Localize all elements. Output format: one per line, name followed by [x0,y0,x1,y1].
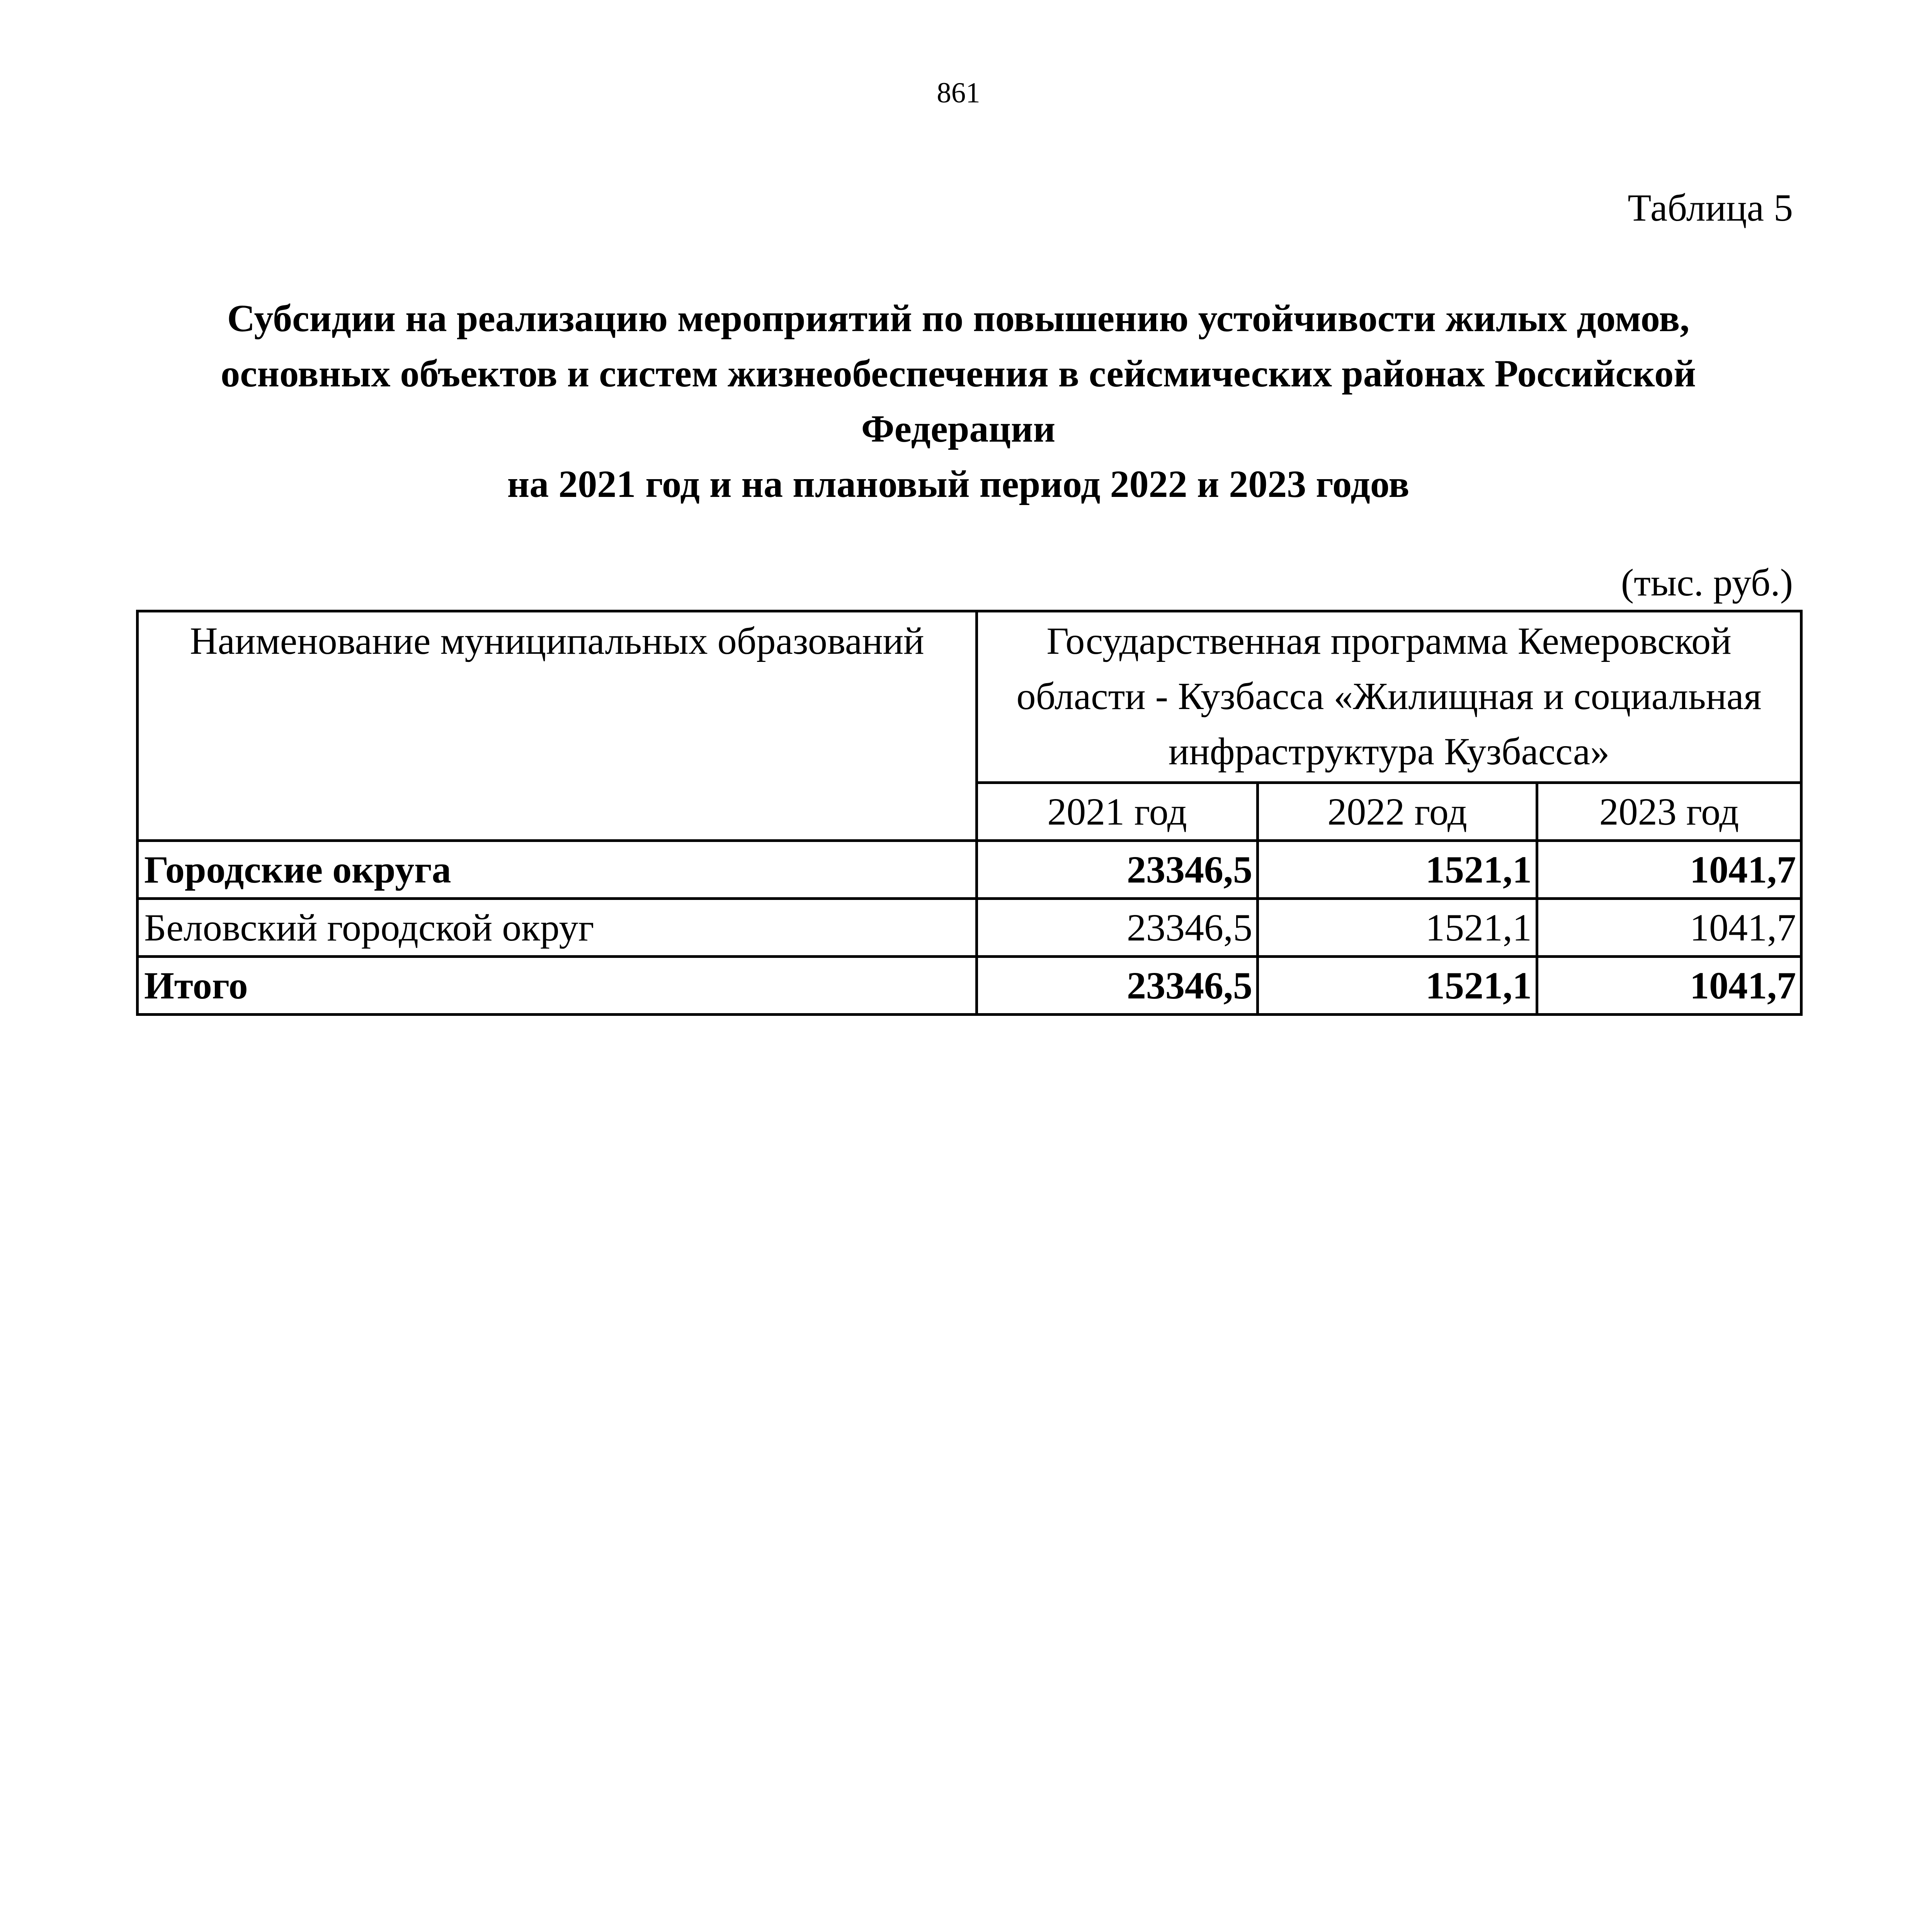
cell-2021: 23346,5 [977,841,1258,899]
table-header-row [138,611,1801,783]
row-name: Городские округа [138,841,977,899]
cell-2023: 1041,7 [1537,899,1801,957]
cell-2021: 23346,5 [977,957,1258,1015]
column-header-year: 2023 год [1537,783,1801,841]
page-number: 861 [937,77,980,109]
title-line: на 2021 год и на плановый период 2022 и 2023 годов [507,463,1410,505]
table-label: Таблица 5 [1628,186,1793,229]
column-header-year: 2022 год [1258,783,1537,841]
table-row-total [138,957,1801,1015]
cell-2022: 1521,1 [1258,899,1537,957]
subsidies-table [136,610,1803,1016]
cell-2022: 1521,1 [1258,957,1537,1015]
table-row-belovsky [138,899,1801,957]
title-line: Федерации [861,407,1056,450]
document-title [147,291,1770,512]
cell-2022: 1521,1 [1258,841,1537,899]
units-label: (тыс. руб.) [1621,561,1793,604]
title-line: основных объектов и систем жизнеобеспечения в сейсмических районах Российской [221,352,1696,395]
table-row-urban-districts [138,841,1801,899]
column-header-year: 2021 год [977,783,1258,841]
title-line: Субсидии на реализацию мероприятий по повышению устойчивости жилых домов, [227,297,1690,340]
row-name: Беловский городской округ [138,899,977,957]
cell-2023: 1041,7 [1537,957,1801,1015]
cell-2023: 1041,7 [1537,841,1801,899]
row-name: Итого [138,957,977,1015]
cell-2021: 23346,5 [977,899,1258,957]
column-header-program: Государственная программа Кемеровской области - Кузбасса «Жилищная и социальная инфраструктура Кузбасса» [977,611,1801,783]
column-header-name: Наименование муниципальных образований [138,611,977,841]
